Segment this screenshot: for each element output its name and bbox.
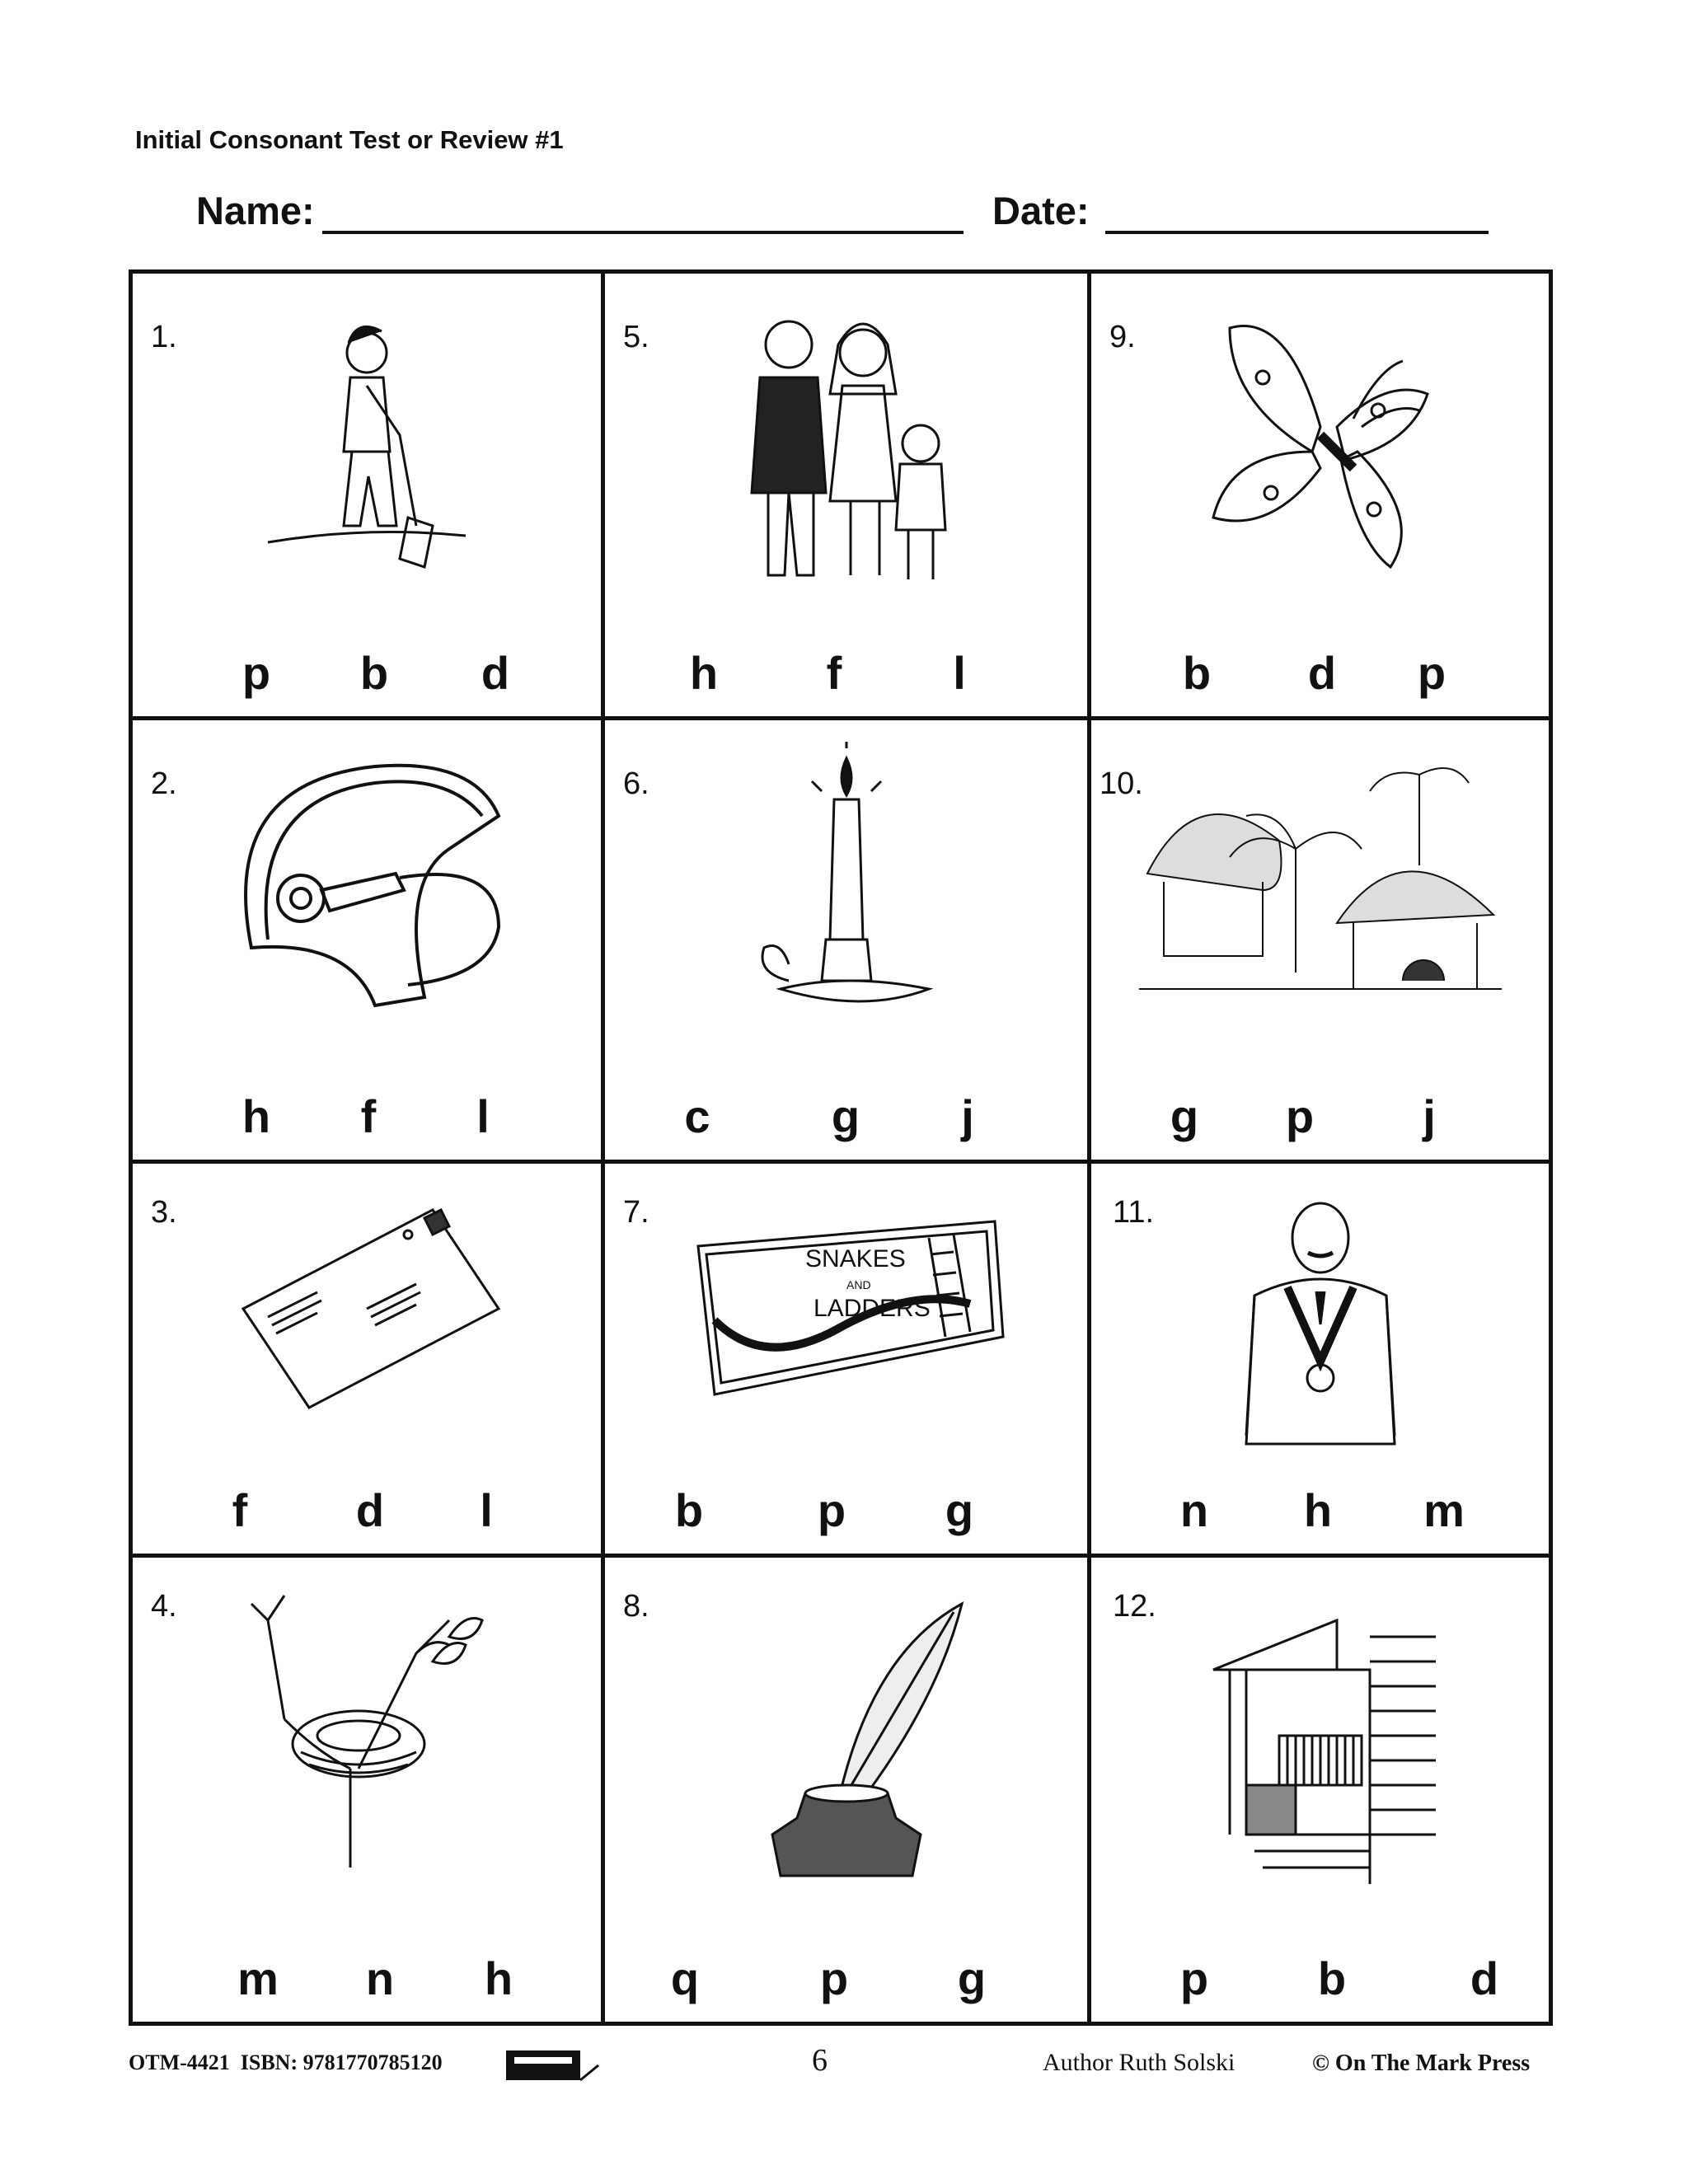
page-number: 6 — [812, 2043, 828, 2078]
answer-choices — [605, 1947, 1087, 2005]
choice-letter[interactable]: p — [817, 1484, 846, 1536]
page-footer — [0, 2042, 1688, 2092]
question-number: 11. — [1113, 1195, 1155, 1230]
author-credit: Author Ruth Solski — [1043, 2049, 1236, 2076]
choice-letter[interactable]: d — [355, 1484, 385, 1536]
candle-icon — [723, 742, 970, 1038]
game-title-word-2: AND — [846, 1278, 871, 1291]
choice-letter[interactable]: g — [957, 1952, 987, 2004]
question-number: 6. — [623, 766, 649, 801]
choice-letter[interactable]: m — [1423, 1484, 1465, 1536]
name-blank-line[interactable] — [322, 231, 964, 234]
choice-letter[interactable]: b — [674, 1484, 704, 1536]
date-label: Date: — [992, 189, 1090, 232]
question-cell-9 — [1091, 274, 1549, 720]
answer-choices — [1091, 1085, 1549, 1143]
choice-letter[interactable]: f — [826, 647, 842, 699]
choice-letter[interactable]: h — [689, 647, 719, 699]
date-blank-line[interactable] — [1105, 231, 1489, 234]
answer-choices — [605, 1085, 1087, 1143]
letter-envelope-icon — [227, 1185, 507, 1432]
choice-letter[interactable]: l — [480, 1484, 493, 1536]
nest-icon — [227, 1587, 507, 1884]
choice-letter[interactable]: b — [1182, 647, 1212, 699]
answer-choices — [1091, 642, 1549, 700]
choice-letter[interactable]: j — [961, 1090, 974, 1142]
question-cell-2 — [133, 720, 605, 1164]
question-grid — [129, 269, 1553, 2026]
choice-letter[interactable]: j — [1423, 1090, 1436, 1142]
name-date-row — [196, 188, 1515, 237]
question-number: 8. — [623, 1589, 649, 1624]
question-cell-10 — [1091, 720, 1549, 1164]
choice-letter[interactable]: d — [1307, 647, 1337, 699]
moth-icon — [1197, 295, 1444, 592]
copyright: © On The Mark Press — [1312, 2050, 1531, 2076]
question-number: 1. — [151, 320, 177, 354]
question-cell-6 — [605, 720, 1091, 1164]
answer-choices — [1091, 1479, 1549, 1537]
choice-letter[interactable]: g — [1170, 1090, 1199, 1142]
isbn: ISBN: 9781770785120 — [240, 2050, 443, 2074]
choice-letter[interactable]: b — [359, 647, 389, 699]
choice-letter[interactable]: h — [1303, 1484, 1333, 1536]
mayor-icon — [1197, 1188, 1444, 1452]
question-cell-8 — [605, 1558, 1091, 2022]
question-cell-7 — [605, 1164, 1091, 1558]
question-number: 4. — [151, 1589, 177, 1624]
choice-letter[interactable]: p — [1417, 647, 1447, 699]
answer-choices — [133, 1085, 601, 1143]
worksheet-title: Initial Consonant Test or Review #1 — [135, 125, 564, 154]
footer-product-code — [129, 2050, 443, 2075]
choice-letter[interactable]: d — [1470, 1952, 1499, 2004]
porch-icon — [1197, 1587, 1444, 1884]
answer-choices — [133, 642, 601, 700]
question-number: 2. — [151, 766, 177, 801]
question-number: 5. — [623, 320, 649, 354]
question-number: 7. — [623, 1195, 649, 1230]
jungle-huts-icon — [1131, 742, 1510, 1022]
quill-pen-icon — [723, 1587, 970, 1884]
family-icon — [723, 295, 970, 592]
answer-choices — [133, 1479, 601, 1537]
choice-letter[interactable]: c — [684, 1090, 710, 1142]
question-cell-11 — [1091, 1164, 1549, 1558]
choice-letter[interactable]: n — [1179, 1484, 1209, 1536]
product-code: OTM-4421 — [129, 2050, 230, 2074]
answer-choices — [605, 1479, 1087, 1537]
question-cell-1 — [133, 274, 605, 720]
question-cell-12 — [1091, 1558, 1549, 2022]
choice-letter[interactable]: n — [365, 1952, 395, 2004]
question-number: 12. — [1113, 1589, 1156, 1624]
choice-letter[interactable]: q — [670, 1952, 700, 2004]
choice-letter[interactable]: h — [484, 1952, 513, 2004]
question-number: 9. — [1109, 320, 1136, 354]
question-number: 10. — [1100, 766, 1143, 801]
choice-letter[interactable]: l — [953, 647, 966, 699]
book-logo-icon — [503, 2044, 602, 2085]
game-title-word-3: LADDERS — [813, 1295, 931, 1322]
helmet-icon — [227, 742, 507, 1038]
choice-letter[interactable]: p — [1179, 1952, 1209, 2004]
choice-letter[interactable]: g — [945, 1484, 974, 1536]
game-box-icon — [682, 1197, 1011, 1411]
choice-letter[interactable]: f — [232, 1484, 248, 1536]
choice-letter[interactable]: p — [241, 647, 271, 699]
man-digging-icon — [243, 295, 490, 592]
choice-letter[interactable]: h — [241, 1090, 271, 1142]
choice-letter[interactable]: l — [476, 1090, 490, 1142]
choice-letter[interactable]: m — [237, 1952, 279, 2004]
name-label: Name: — [196, 189, 315, 232]
question-cell-5 — [605, 274, 1091, 720]
question-cell-3 — [133, 1164, 605, 1558]
question-cell-4 — [133, 1558, 605, 2022]
choice-letter[interactable]: g — [831, 1090, 860, 1142]
choice-letter[interactable]: b — [1317, 1952, 1347, 2004]
game-title-word-1: SNAKES — [804, 1245, 906, 1272]
answer-choices — [133, 1947, 601, 2005]
answer-choices — [605, 642, 1087, 700]
choice-letter[interactable]: p — [819, 1952, 849, 2004]
question-number: 3. — [151, 1195, 177, 1230]
choice-letter[interactable]: d — [481, 647, 510, 699]
answer-choices — [1091, 1947, 1549, 2005]
choice-letter[interactable]: p — [1285, 1090, 1315, 1142]
choice-letter[interactable]: f — [360, 1090, 377, 1142]
